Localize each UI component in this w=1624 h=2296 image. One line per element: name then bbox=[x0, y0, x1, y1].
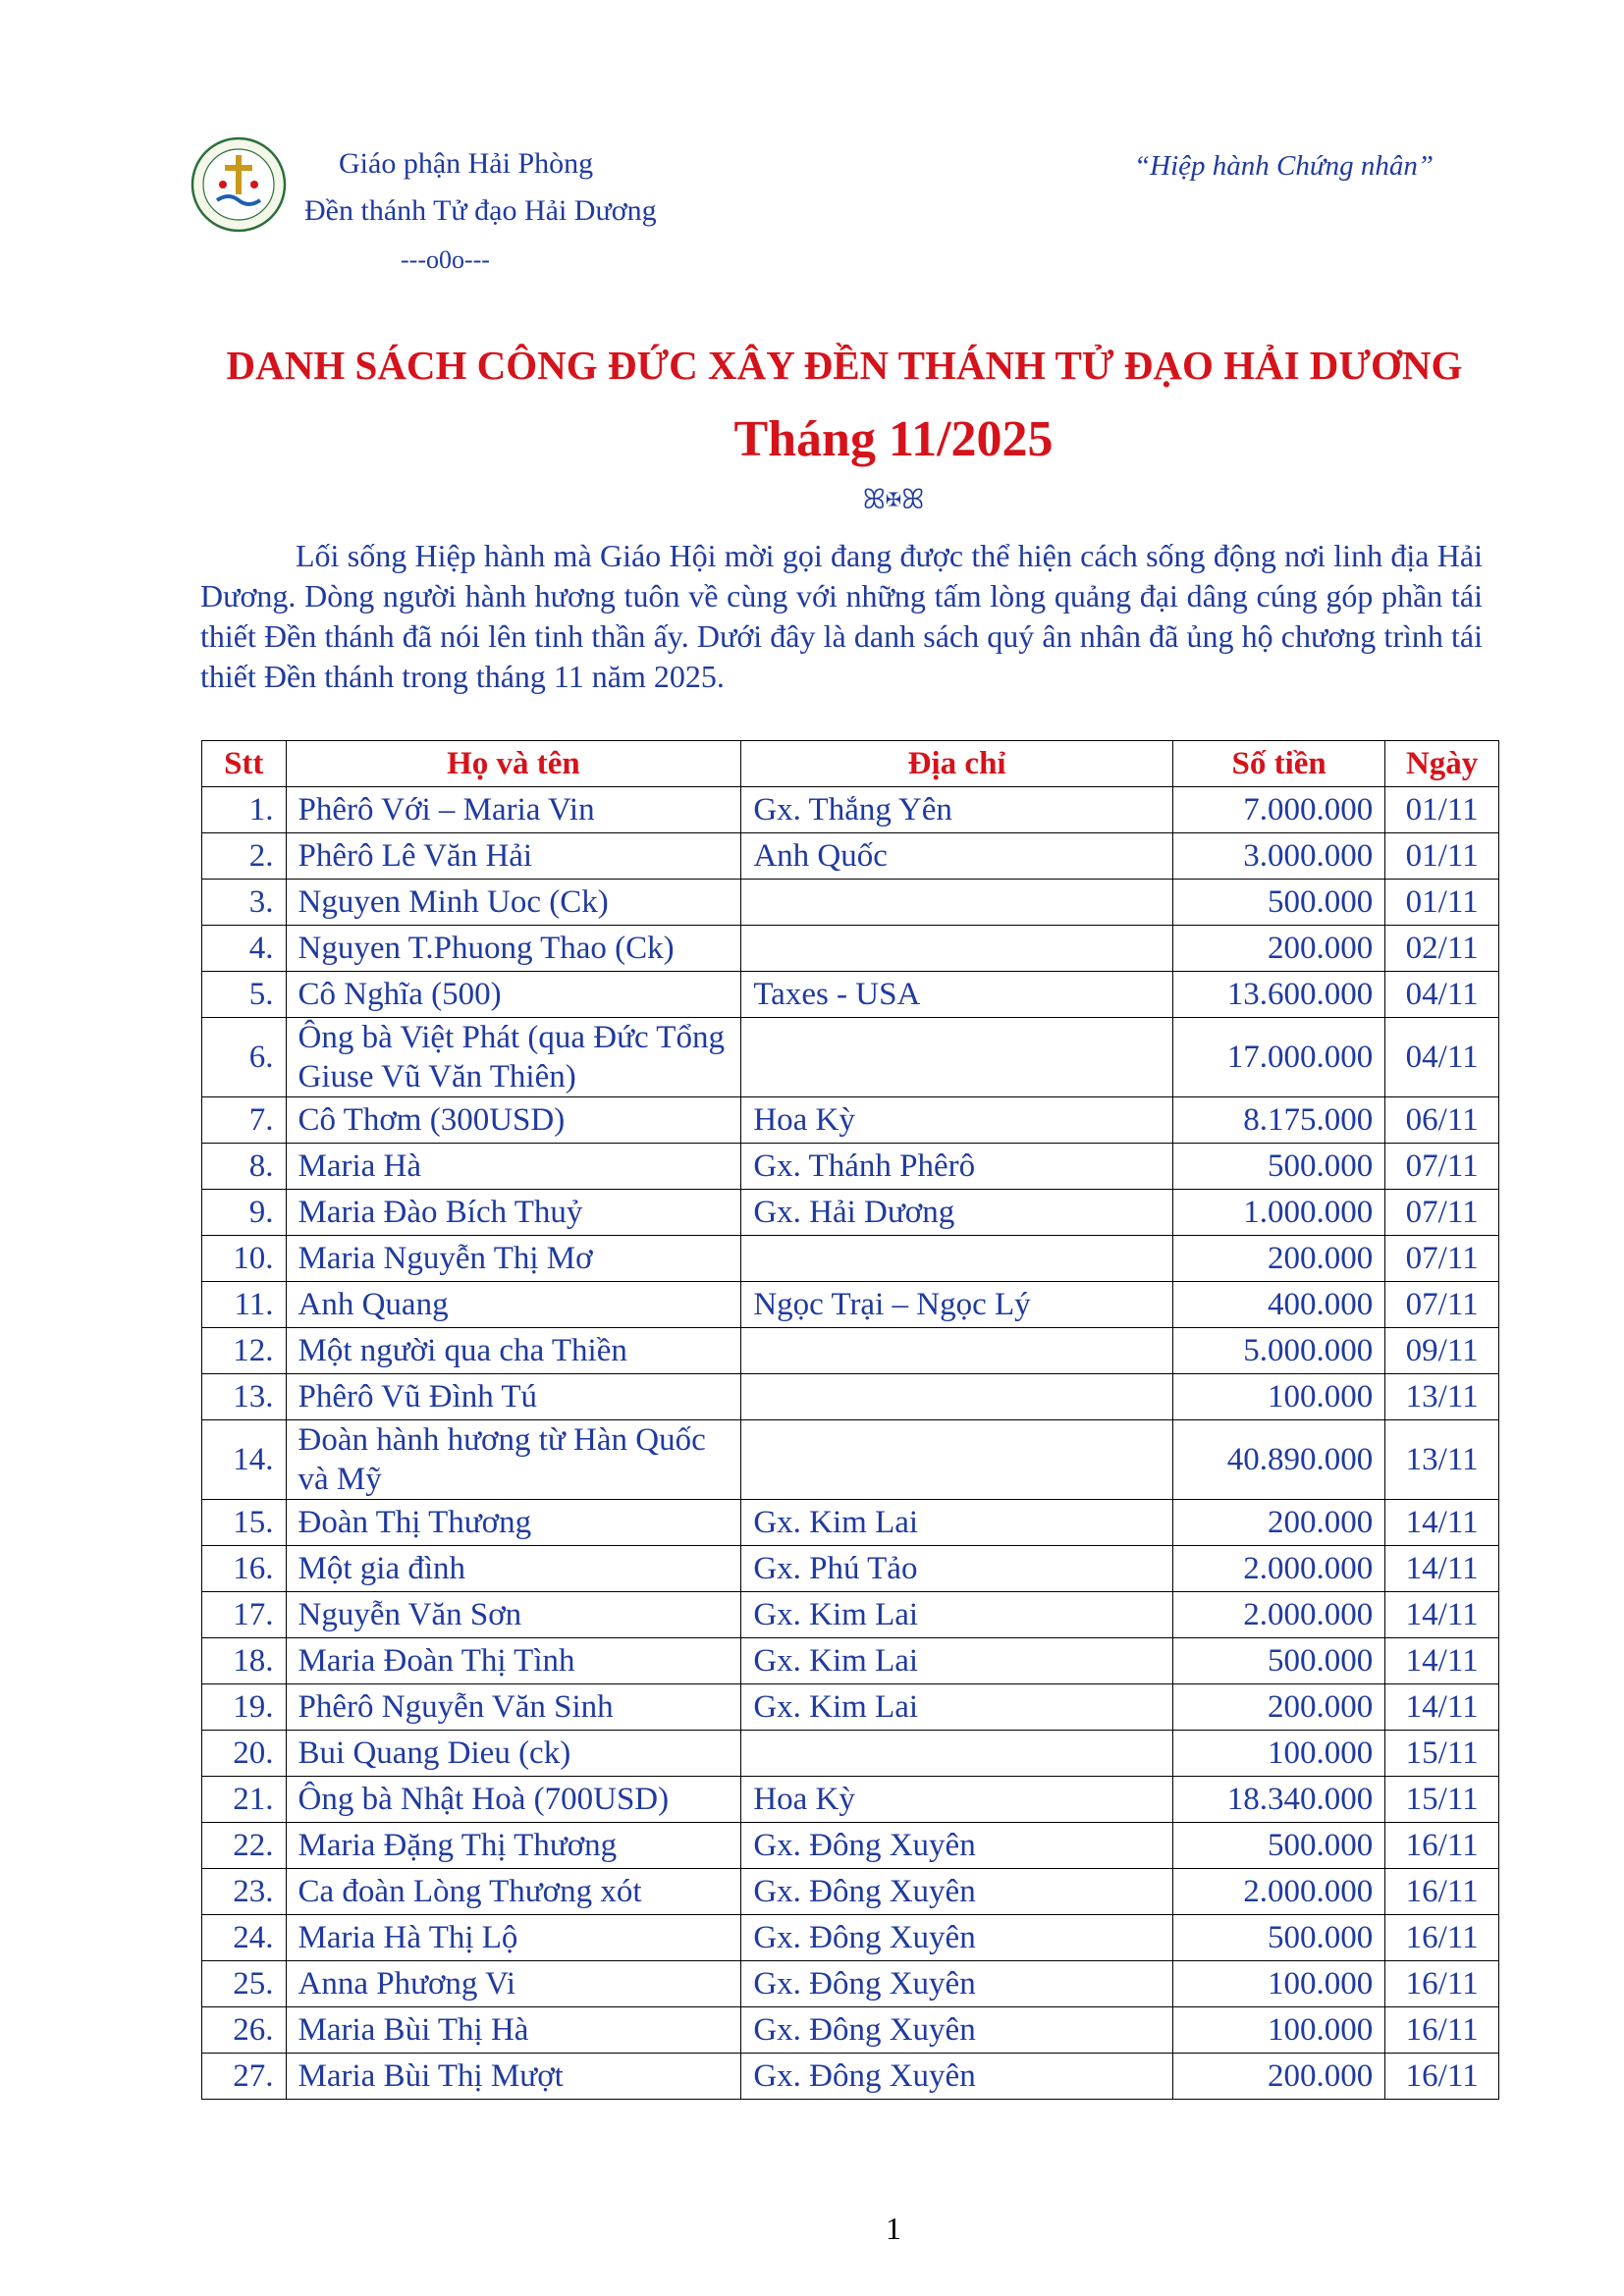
donor-address: Gx. Đông Xuyên bbox=[741, 2054, 1173, 2100]
donor-address: Gx. Đông Xuyên bbox=[741, 1823, 1173, 1869]
table-row bbox=[202, 833, 1499, 880]
donation-table bbox=[201, 740, 1499, 2100]
donor-address: Hoa Kỳ bbox=[741, 1777, 1173, 1823]
table-row bbox=[202, 787, 1499, 833]
donor-name: Nguyễn Văn Sơn bbox=[286, 1592, 741, 1638]
donation-amount: 40.890.000 bbox=[1172, 1420, 1384, 1500]
donation-amount: 2.000.000 bbox=[1172, 1592, 1384, 1638]
table-row bbox=[202, 1777, 1499, 1823]
donor-name: Bui Quang Dieu (ck) bbox=[286, 1731, 741, 1777]
table-row bbox=[202, 1236, 1499, 1282]
donation-date: 14/11 bbox=[1385, 1546, 1499, 1592]
table-row bbox=[202, 1097, 1499, 1144]
donor-address: Ngọc Trại – Ngọc Lý bbox=[741, 1282, 1173, 1328]
donation-amount: 200.000 bbox=[1172, 2054, 1384, 2100]
row-number: 19. bbox=[202, 1684, 287, 1731]
donation-amount: 100.000 bbox=[1172, 2007, 1384, 2054]
donor-address bbox=[741, 1731, 1173, 1777]
donation-amount: 200.000 bbox=[1172, 926, 1384, 972]
donation-amount: 200.000 bbox=[1172, 1500, 1384, 1546]
donor-address: Gx. Đông Xuyên bbox=[741, 1915, 1173, 1961]
donor-name: Maria Bùi Thị Hà bbox=[286, 2007, 741, 2054]
donor-name: Maria Đoàn Thị Tình bbox=[286, 1638, 741, 1684]
donation-date: 09/11 bbox=[1385, 1328, 1499, 1374]
donor-address: Anh Quốc bbox=[741, 833, 1173, 880]
donor-address: Gx. Đông Xuyên bbox=[741, 1961, 1173, 2007]
row-number: 17. bbox=[202, 1592, 287, 1638]
row-number: 11. bbox=[202, 1282, 287, 1328]
donor-address bbox=[741, 1018, 1173, 1097]
donor-name: Một người qua cha Thiền bbox=[286, 1328, 741, 1374]
column-header-address: Địa chỉ bbox=[741, 741, 1173, 787]
donation-amount: 200.000 bbox=[1172, 1236, 1384, 1282]
table-row bbox=[202, 1374, 1499, 1420]
donor-name: Đoàn hành hương từ Hàn Quốc và Mỹ bbox=[286, 1420, 741, 1500]
row-number: 27. bbox=[202, 2054, 287, 2100]
row-number: 18. bbox=[202, 1638, 287, 1684]
donor-name: Cô Thơm (300USD) bbox=[286, 1097, 741, 1144]
donor-name: Nguyen T.Phuong Thao (Ck) bbox=[286, 926, 741, 972]
page-subtitle: Tháng 11/2025 bbox=[733, 411, 1054, 467]
row-number: 22. bbox=[202, 1823, 287, 1869]
donor-name: Maria Bùi Thị Mượt bbox=[286, 2054, 741, 2100]
donation-date: 15/11 bbox=[1385, 1731, 1499, 1777]
donor-address bbox=[741, 880, 1173, 926]
donor-address: Gx. Kim Lai bbox=[741, 1638, 1173, 1684]
donation-amount: 1.000.000 bbox=[1172, 1190, 1384, 1236]
diocese-name: Giáo phận Hải Phòng bbox=[339, 147, 594, 180]
table-row bbox=[202, 1961, 1499, 2007]
row-number: 12. bbox=[202, 1328, 287, 1374]
table-row bbox=[202, 1823, 1499, 1869]
donation-date: 04/11 bbox=[1385, 1018, 1499, 1097]
donation-amount: 500.000 bbox=[1172, 880, 1384, 926]
row-number: 21. bbox=[202, 1777, 287, 1823]
donation-date: 16/11 bbox=[1385, 1961, 1499, 2007]
donor-name: Anna Phương Vi bbox=[286, 1961, 741, 2007]
row-number: 10. bbox=[202, 1236, 287, 1282]
donor-address: Taxes - USA bbox=[741, 972, 1173, 1018]
donation-date: 16/11 bbox=[1385, 2007, 1499, 2054]
row-number: 13. bbox=[202, 1374, 287, 1420]
donation-date: 16/11 bbox=[1385, 2054, 1499, 2100]
donation-amount: 2.000.000 bbox=[1172, 1546, 1384, 1592]
shrine-logo-icon bbox=[189, 135, 288, 234]
donor-name: Ông bà Nhật Hoà (700USD) bbox=[286, 1777, 741, 1823]
donor-name: Maria Hà bbox=[286, 1144, 741, 1190]
donor-name: Phêrô Với – Maria Vin bbox=[286, 787, 741, 833]
row-number: 20. bbox=[202, 1731, 287, 1777]
donor-name: Đoàn Thị Thương bbox=[286, 1500, 741, 1546]
donor-address: Gx. Kim Lai bbox=[741, 1500, 1173, 1546]
donation-date: 16/11 bbox=[1385, 1823, 1499, 1869]
donation-date: 07/11 bbox=[1385, 1144, 1499, 1190]
donation-date: 14/11 bbox=[1385, 1592, 1499, 1638]
donation-date: 06/11 bbox=[1385, 1097, 1499, 1144]
table-row bbox=[202, 1328, 1499, 1374]
donor-address: Gx. Đông Xuyên bbox=[741, 1869, 1173, 1915]
column-header-date: Ngày bbox=[1385, 741, 1499, 787]
table-row bbox=[202, 1190, 1499, 1236]
donation-amount: 7.000.000 bbox=[1172, 787, 1384, 833]
donor-name: Maria Hà Thị Lộ bbox=[286, 1915, 741, 1961]
motto: “Hiệp hành Chứng nhân” bbox=[1134, 150, 1435, 182]
donor-address: Gx. Thánh Phêrô bbox=[741, 1144, 1173, 1190]
donation-amount: 8.175.000 bbox=[1172, 1097, 1384, 1144]
donor-address: Gx. Phú Tảo bbox=[741, 1546, 1173, 1592]
header-ornament: ---o0o--- bbox=[401, 245, 490, 274]
donor-name: Maria Nguyễn Thị Mơ bbox=[286, 1236, 741, 1282]
row-number: 8. bbox=[202, 1144, 287, 1190]
donor-address bbox=[741, 926, 1173, 972]
donor-address: Gx. Hải Dương bbox=[741, 1190, 1173, 1236]
intro-paragraph: Lối sống Hiệp hành mà Giáo Hội mời gọi đang được thể hiện cách sống động nơi linh địa Hải Dương. Dòng người hành hương tuôn về cùng với những tấm lòng quảng đại dâng cúng góp phần tái thiết Đền thánh đã nói lên tinh thần ấy. Dưới đây là danh sách quý ân nhân đã ủng hộ chương trình tái thiết Đền thánh trong tháng 11 năm 2025. bbox=[200, 538, 1483, 694]
donor-name: Phêrô Vũ Đình Tú bbox=[286, 1374, 741, 1420]
row-number: 24. bbox=[202, 1915, 287, 1961]
donation-date: 14/11 bbox=[1385, 1638, 1499, 1684]
donation-date: 16/11 bbox=[1385, 1915, 1499, 1961]
donation-date: 14/11 bbox=[1385, 1500, 1499, 1546]
donor-name: Phêrô Lê Văn Hải bbox=[286, 833, 741, 880]
table-row bbox=[202, 1731, 1499, 1777]
donation-date: 13/11 bbox=[1385, 1374, 1499, 1420]
row-number: 14. bbox=[202, 1420, 287, 1500]
donation-amount: 400.000 bbox=[1172, 1282, 1384, 1328]
donation-amount: 3.000.000 bbox=[1172, 833, 1384, 880]
donation-amount: 100.000 bbox=[1172, 1961, 1384, 2007]
donation-date: 14/11 bbox=[1385, 1684, 1499, 1731]
row-number: 16. bbox=[202, 1546, 287, 1592]
donor-address bbox=[741, 1420, 1173, 1500]
donor-address: Gx. Thắng Yên bbox=[741, 787, 1173, 833]
page-title: DANH SÁCH CÔNG ĐỨC XÂY ĐỀN THÁNH TỬ ĐẠO HẢI DƯƠNG bbox=[226, 343, 1463, 388]
table-row bbox=[202, 1915, 1499, 1961]
donor-address: Gx. Kim Lai bbox=[741, 1684, 1173, 1731]
donation-date: 01/11 bbox=[1385, 787, 1499, 833]
column-header-name: Họ và tên bbox=[286, 741, 741, 787]
row-number: 4. bbox=[202, 926, 287, 972]
table-row bbox=[202, 1684, 1499, 1731]
row-number: 23. bbox=[202, 1869, 287, 1915]
row-number: 2. bbox=[202, 833, 287, 880]
donation-date: 07/11 bbox=[1385, 1236, 1499, 1282]
table-row bbox=[202, 880, 1499, 926]
donor-address bbox=[741, 1328, 1173, 1374]
donation-amount: 500.000 bbox=[1172, 1915, 1384, 1961]
donor-address: Gx. Đông Xuyên bbox=[741, 2007, 1173, 2054]
donation-amount: 500.000 bbox=[1172, 1144, 1384, 1190]
column-header-amount: Số tiền bbox=[1172, 741, 1384, 787]
row-number: 9. bbox=[202, 1190, 287, 1236]
donor-name: Cô Nghĩa (500) bbox=[286, 972, 741, 1018]
donation-amount: 200.000 bbox=[1172, 1684, 1384, 1731]
row-number: 7. bbox=[202, 1097, 287, 1144]
donation-date: 13/11 bbox=[1385, 1420, 1499, 1500]
table-row bbox=[202, 1869, 1499, 1915]
donation-amount: 5.000.000 bbox=[1172, 1328, 1384, 1374]
donation-amount: 13.600.000 bbox=[1172, 972, 1384, 1018]
donor-name: Ông bà Việt Phát (qua Đức Tổng Giuse Vũ Văn Thiên) bbox=[286, 1018, 741, 1097]
row-number: 26. bbox=[202, 2007, 287, 2054]
row-number: 5. bbox=[202, 972, 287, 1018]
shrine-name: Đền thánh Tử đạo Hải Dương bbox=[304, 194, 657, 227]
donor-name: Anh Quang bbox=[286, 1282, 741, 1328]
donor-address bbox=[741, 1236, 1173, 1282]
page-number: 1 bbox=[886, 2211, 901, 2246]
table-row bbox=[202, 1144, 1499, 1190]
donation-date: 01/11 bbox=[1385, 833, 1499, 880]
donor-name: Nguyen Minh Uoc (Ck) bbox=[286, 880, 741, 926]
donation-date: 02/11 bbox=[1385, 926, 1499, 972]
row-number: 3. bbox=[202, 880, 287, 926]
table-row bbox=[202, 1018, 1499, 1097]
donor-address bbox=[741, 1374, 1173, 1420]
donor-name: Phêrô Nguyễn Văn Sinh bbox=[286, 1684, 741, 1731]
donor-name: Ca đoàn Lòng Thương xót bbox=[286, 1869, 741, 1915]
donation-date: 16/11 bbox=[1385, 1869, 1499, 1915]
donor-name: Maria Đào Bích Thuỷ bbox=[286, 1190, 741, 1236]
column-header-stt: Stt bbox=[202, 741, 287, 787]
donation-amount: 100.000 bbox=[1172, 1731, 1384, 1777]
divider-ornament: ꕤ✠ꕤ bbox=[862, 485, 925, 515]
table-row bbox=[202, 972, 1499, 1018]
donation-date: 07/11 bbox=[1385, 1282, 1499, 1328]
table-row bbox=[202, 1592, 1499, 1638]
donation-date: 15/11 bbox=[1385, 1777, 1499, 1823]
donor-address: Hoa Kỳ bbox=[741, 1097, 1173, 1144]
table-row bbox=[202, 1500, 1499, 1546]
row-number: 1. bbox=[202, 787, 287, 833]
donor-name: Maria Đặng Thị Thương bbox=[286, 1823, 741, 1869]
table-row bbox=[202, 1420, 1499, 1500]
donation-amount: 500.000 bbox=[1172, 1823, 1384, 1869]
donation-amount: 2.000.000 bbox=[1172, 1869, 1384, 1915]
row-number: 6. bbox=[202, 1018, 287, 1097]
table-header-row bbox=[202, 741, 1499, 787]
donation-date: 01/11 bbox=[1385, 880, 1499, 926]
donation-date: 04/11 bbox=[1385, 972, 1499, 1018]
donor-address: Gx. Kim Lai bbox=[741, 1592, 1173, 1638]
table-row bbox=[202, 2054, 1499, 2100]
table-row bbox=[202, 2007, 1499, 2054]
row-number: 15. bbox=[202, 1500, 287, 1546]
donation-amount: 500.000 bbox=[1172, 1638, 1384, 1684]
row-number: 25. bbox=[202, 1961, 287, 2007]
donor-name: Một gia đình bbox=[286, 1546, 741, 1592]
donation-amount: 100.000 bbox=[1172, 1374, 1384, 1420]
donation-amount: 18.340.000 bbox=[1172, 1777, 1384, 1823]
table-row bbox=[202, 1638, 1499, 1684]
table-row bbox=[202, 926, 1499, 972]
donation-date: 07/11 bbox=[1385, 1190, 1499, 1236]
table-row bbox=[202, 1546, 1499, 1592]
donation-amount: 17.000.000 bbox=[1172, 1018, 1384, 1097]
table-row bbox=[202, 1282, 1499, 1328]
